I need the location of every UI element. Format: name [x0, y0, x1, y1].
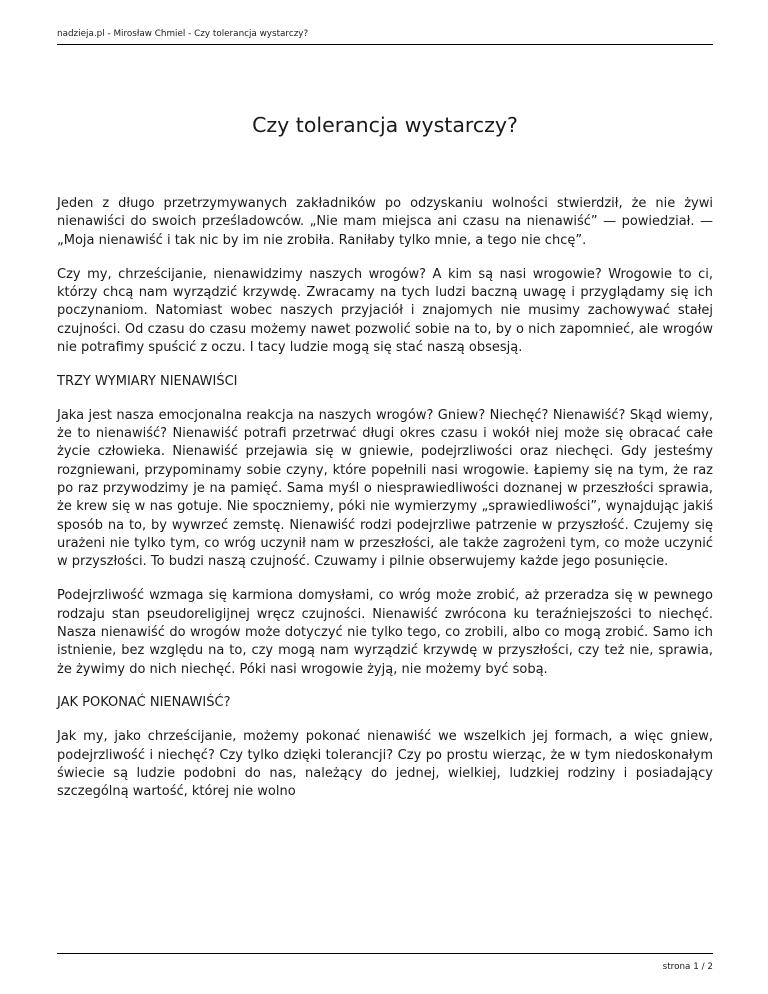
page-footer	[57, 953, 713, 973]
paragraph: Jak my, jako chrześcijanie, możemy pokonać nienawiść we wszelkich jej formach, a więc gniew, podejrzliwość i niechęć? Czy tylko dzięki tolerancji? Czy po prostu wierząc, że w tym niedoskonałym świecie są ludzie podobni do nas, należący do jednej, wielkiej, ludzkiej rodziny i posiadający szczególną wartość, której nie wolno	[57, 729, 713, 800]
paragraph: Jaka jest nasza emocjonalna reakcja na naszych wrogów? Gniew? Niechęć? Nienawiść? Skąd wiemy, że to nienawiść? Nienawiść potrafi przetrwać długi okres czasu i wokół niej może się obracać całe życie człowieka. Nienawiść przejawia się w gniewie, podejrzliwości oraz niechęci. Gdy jesteśmy rozgniewani, przypominamy sobie czyny, które popełnili nasi wrogowie. Łapiemy się na tym, że raz po raz przywodzimy je na pamięć. Sama myśl o niesprawiedliwości doznanej w przeszłości sprawia, że krew się w nas gotuje. Nie spoczniemy, póki nie wymierzymy „sprawiedliwości”, wynajdując jakiś sposób na to, by wywrzeć zemstę. Nienawiść rodzi podejrzliwe patrzenie w przyszłość. Czujemy się urażeni nie tylko tym, co wróg uczynił nam w przeszłości, ale także zagrożeni tym, co może uczynić w przyszłości. To budzi naszą czujność. Czuwamy i pilnie obserwujemy każde jego posunięcie.	[57, 407, 713, 570]
paragraph: Jeden z długo przetrzymywanych zakładników po odzyskaniu wolności stwierdził, że nie żywi nienawiści do swoich prześladowców. „Nie mam miejsca ani czasu na nienawiść” — powiedział. — „Moja nienawiść i tak nic by im nie zrobiła. Raniłaby tylko mnie, a tego nie chcę”.	[57, 196, 713, 248]
paragraph: Czy my, chrześcijanie, nienawidzimy naszych wrogów? A kim są nasi wrogowie? Wrogowie to ci, którzy chcą nam wyrządzić krzywdę. Zwracamy na tych ludzi baczną uwagę i przyglądamy się ich poczynaniom. Natomiast wobec naszych przyjaciół i znajomych nie musimy zachowywać stałej czujności. Od czasu do czasu możemy nawet pozwolić sobie na to, by o nich zapomnieć, ale wrogów nie potrafimy spuścić z oczu. I tacy ludzie mogą się stać naszą obsesją.	[57, 266, 713, 355]
section-heading: TRZY WYMIARY NIENAWIŚCI	[57, 373, 238, 389]
paragraph: Podejrzliwość wzmaga się karmiona domysłami, co wróg może zrobić, aż przeradza się w pewnego rodzaju stan pseudoreligijnej wręcz czujności. Nienawiść zwrócona ku teraźniejszości to niechęć. Nasza nienawiść do wrogów może dotyczyć nie tylko tego, co zrobili, albo co mogą zrobić. Samo ich istnienie, bez względu na to, czy mogą nam wyrządzić krzywdę w przyszłości, czy też nie, sprawia, że żywimy do nich niechęć. Póki nasi wrogowie żyją, nie możemy być sobą.	[57, 588, 713, 677]
page-header	[57, 28, 713, 45]
article-body	[57, 195, 713, 817]
page-number: strona 1 / 2	[662, 962, 713, 972]
article-title: Czy tolerancja wystarczy?	[252, 113, 518, 137]
running-header-title: nadzieja.pl - Mirosław Chmiel - Czy tolerancja wystarczy?	[57, 29, 309, 39]
section-heading: JAK POKONAĆ NIENAWIŚĆ?	[57, 695, 231, 711]
